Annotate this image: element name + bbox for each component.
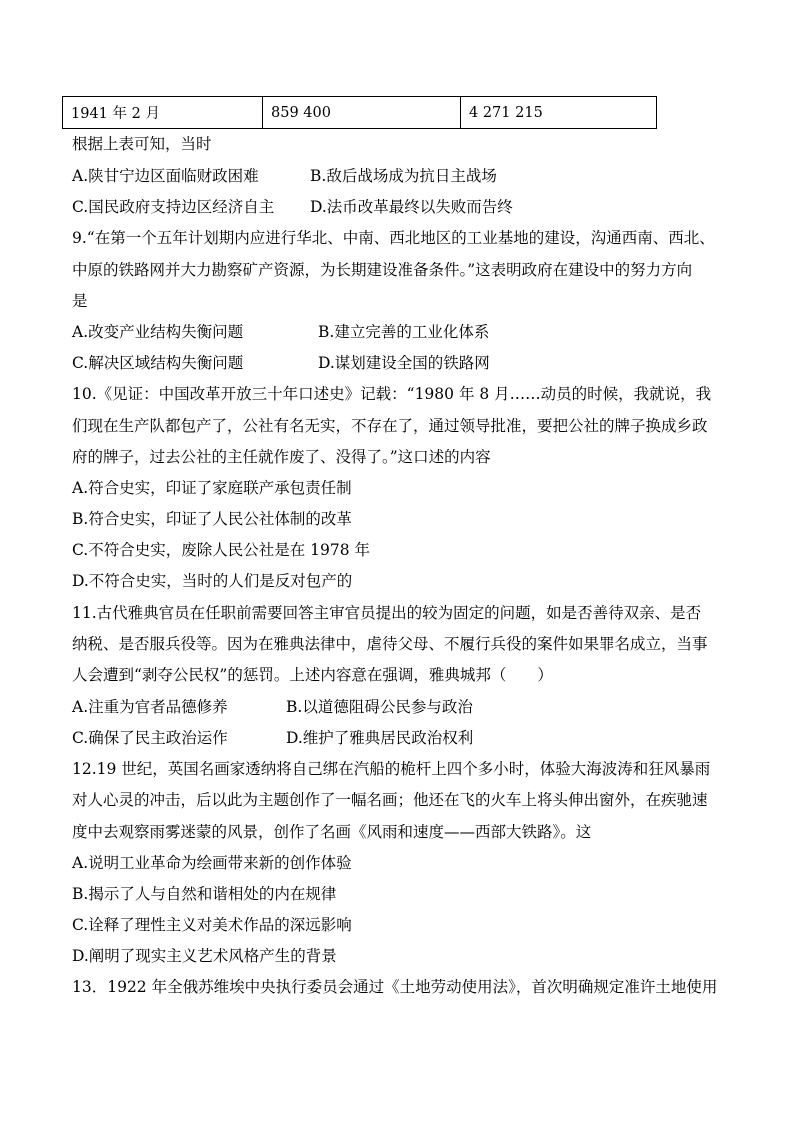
table-cell-value-1: 859 400: [263, 97, 461, 129]
q12-option-c: C.诠释了理性主义对美术作品的深远影响: [72, 916, 352, 934]
table-row: [63, 97, 657, 129]
q8-option-d: D.法币改革最终以失败而告终: [310, 198, 513, 216]
q11-line-2: 纳税、是否服兵役等。因为在雅典法律中，虐待父母、不履行兵役的案件如果罪名成立，当事: [72, 635, 708, 653]
q10-option-a: A.符合史实，印证了家庭联产承包责任制: [72, 479, 352, 497]
q11-option-a: A.注重为官者品德修养: [72, 698, 228, 716]
q12-line-3: 度中去观察雨雾迷蒙的风景，创作了名画《风雨和速度——西部大铁路》。这: [72, 823, 592, 841]
q10-option-c: C.不符合史实，废除人民公社是在 1978 年: [72, 541, 371, 559]
table-cell-value-2: 4 271 215: [461, 97, 657, 129]
q11-line-3: 人会遭到“剥夺公民权”的惩罚。上述内容意在强调，雅典城邦（ ）: [72, 666, 553, 684]
q11-option-d: D.维护了雅典居民政治权利: [286, 729, 474, 747]
q9-line-3: 是: [72, 292, 88, 310]
q11-line-1: 11.古代雅典官员在任职前需要回答主审官员提出的较为固定的问题，如是否善待双亲、是否: [72, 604, 702, 622]
q8-stem: 根据上表可知，当时: [72, 135, 212, 153]
q8-option-c: C.国民政府支持边区经济自主: [72, 198, 275, 216]
q12-option-d: D.阐明了现实主义艺术风格产生的背景: [72, 947, 337, 965]
q11-option-b: B.以道德阻碍公民参与政治: [286, 698, 473, 716]
q9-option-c: C.解决区域结构失衡问题: [72, 354, 244, 372]
q12-line-1: 12.19 世纪，英国名画家透纳将自己绑在汽船的桅杆上四个多小时，体验大海波涛和狂风暴雨: [72, 760, 711, 778]
q10-line-2: 们现在生产队都包产了，公社有名无实，不存在了，通过领导批准，要把公社的牌子换成乡政: [72, 417, 708, 435]
q9-option-b: B.建立完善的工业化体系: [318, 323, 490, 341]
q12-line-2: 对人心灵的冲击，后以此为主题创作了一幅名画；他还在飞的火车上将头伸出窗外，在疾驰速: [72, 791, 708, 809]
table-cell-date: 1941 年 2 月: [63, 97, 263, 129]
q9-line-2: 中原的铁路网并大力勘察矿产资源，为长期建设准备条件。”这表明政府在建设中的努力方向: [72, 261, 693, 279]
q8-option-b: B.敌后战场成为抗日主战场: [310, 167, 497, 185]
q10-line-1: 10.《见证：中国改革开放三十年口述史》记载：“1980 年 8 月……动员的时候，我就说，我: [72, 385, 712, 403]
q10-line-3: 府的牌子，过去公社的主任就作废了、没得了。”这口述的内容: [72, 448, 491, 466]
q9-line-1: 9.“在第一个五年计划期内应进行华北、中南、西北地区的工业基地的建设，沟通西南、西北、: [72, 229, 715, 247]
q13-line-1: 13．1922 年全俄苏维埃中央执行委员会通过《土地劳动使用法》，首次明确规定准许土地使用: [72, 978, 718, 996]
q10-option-b: B.符合史实，印证了人民公社体制的改革: [72, 510, 352, 528]
q8-option-a: A.陕甘宁边区面临财政困难: [72, 167, 259, 185]
q9-option-a: A.改变产业结构失衡问题: [72, 323, 244, 341]
q9-option-d: D.谋划建设全国的铁路网: [318, 354, 490, 372]
q11-option-c: C.确保了民主政治运作: [72, 729, 228, 747]
q10-option-d: D.不符合史实，当时的人们是反对包产的: [72, 572, 353, 590]
data-table: [62, 96, 657, 129]
q12-option-a: A.说明工业革命为绘画带来新的创作体验: [72, 854, 352, 872]
q12-option-b: B.揭示了人与自然和谐相处的内在规律: [72, 885, 337, 903]
